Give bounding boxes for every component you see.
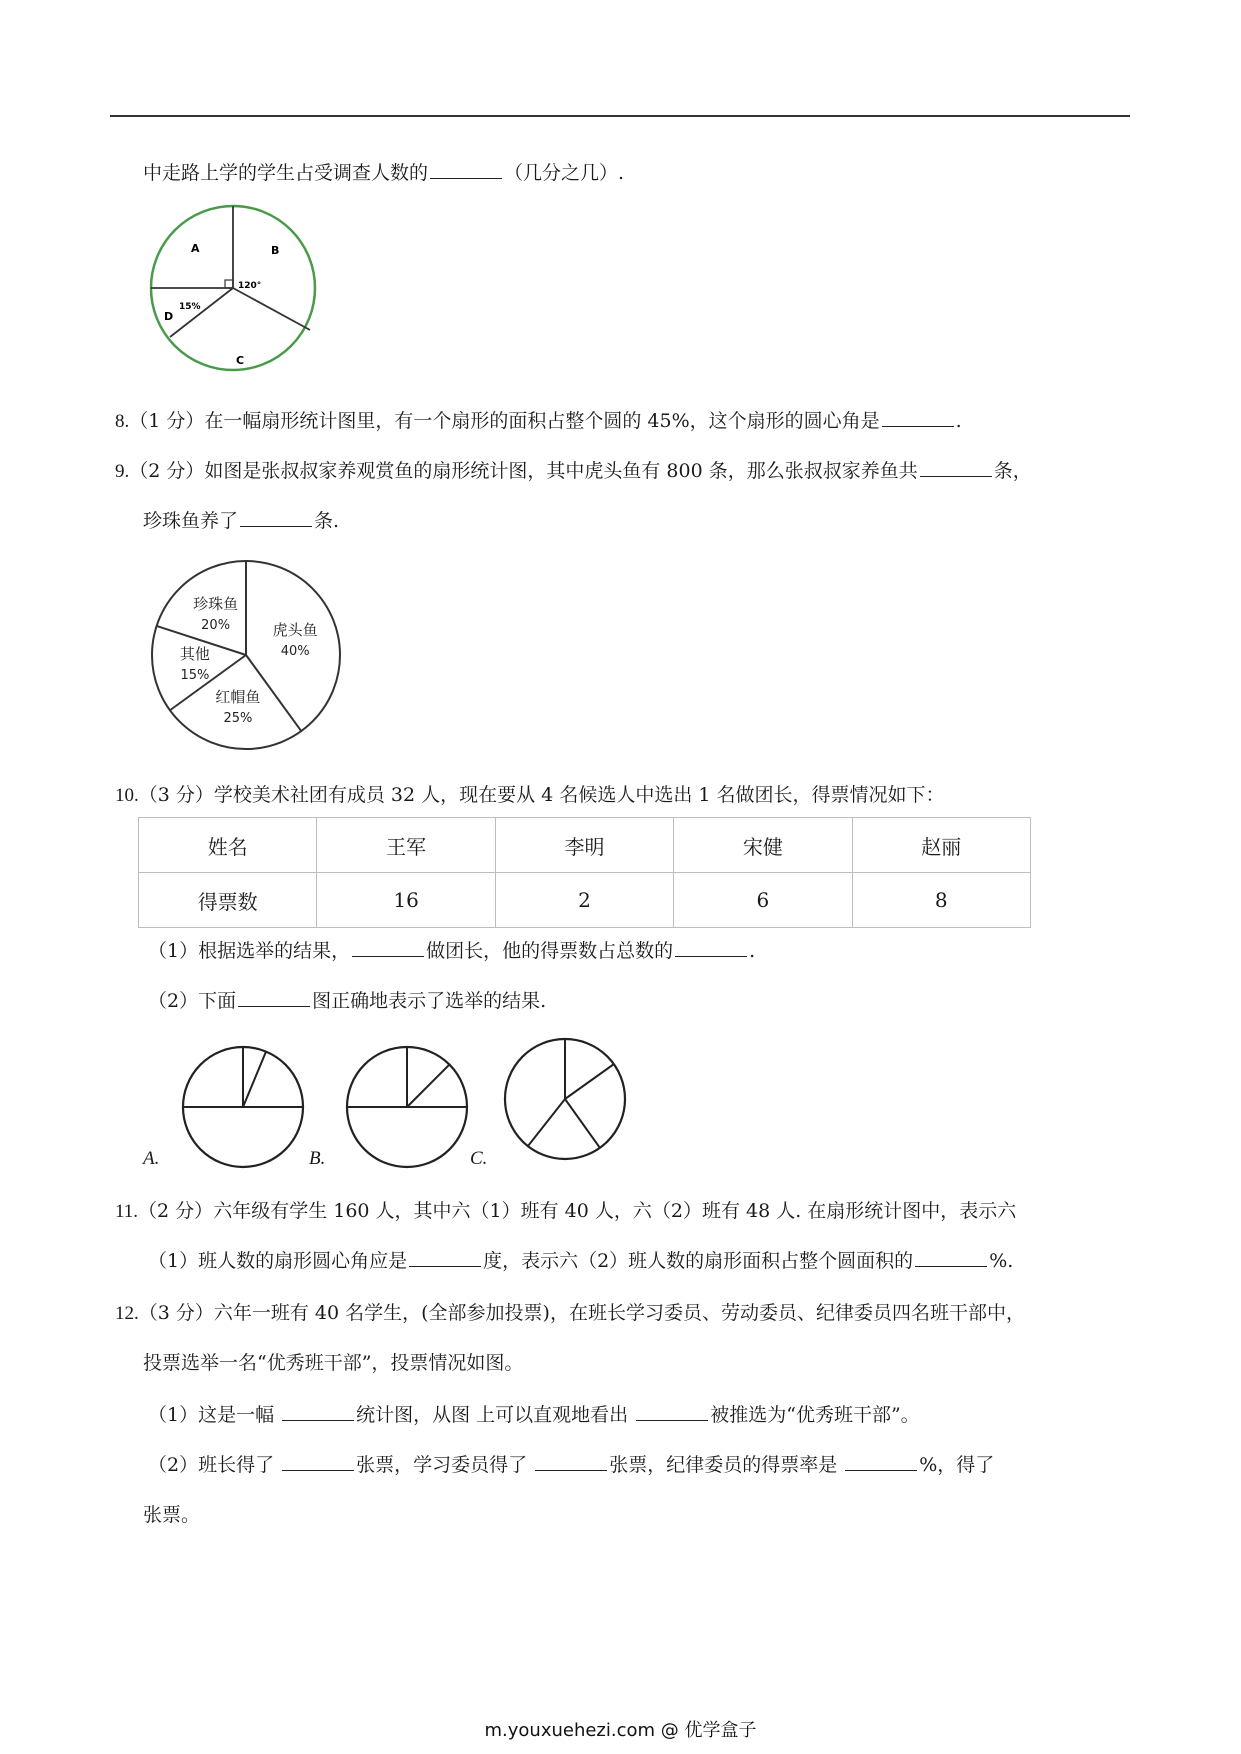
pie-slice-value: 15% bbox=[180, 668, 210, 684]
option-a-label[interactable]: A. bbox=[143, 1148, 160, 1169]
q9-text-2: 珍珠鱼养了 bbox=[143, 510, 239, 532]
q10-sub2-after: 图正确地表示了选举的结果. bbox=[312, 990, 547, 1012]
q8-score: （1 分） bbox=[129, 410, 205, 432]
votes-header-cell: 姓名 bbox=[139, 818, 317, 873]
q10-number: 10. bbox=[115, 785, 139, 806]
footer-watermark: m.youxuehezi.com @ 优学盒子 bbox=[484, 1720, 757, 1741]
pie-slice-label: 其他 bbox=[179, 645, 210, 664]
q12-sub2-text: （2）班长得了 bbox=[148, 1454, 281, 1476]
pie-slice-value: 25% bbox=[223, 711, 253, 727]
q12-line1 bbox=[115, 1300, 1025, 1327]
q10-answer-blank-fraction[interactable] bbox=[675, 938, 747, 957]
q11-score: （2 分） bbox=[138, 1200, 214, 1222]
votes-cell: 8 bbox=[852, 873, 1030, 928]
q12-answer-blank-rate[interactable] bbox=[845, 1452, 917, 1471]
q11-line1 bbox=[115, 1198, 1016, 1225]
q9-line1 bbox=[115, 458, 1032, 485]
q10-sub1-text: （1）根据选举的结果， bbox=[148, 940, 351, 962]
q7-label-d: D bbox=[164, 310, 174, 323]
q7-text-before: 中走路上学的学生占受调查人数的 bbox=[143, 162, 429, 184]
q12-text-1: 六年一班有 40 名学生，(全部参加投票)，在班长学习委员、劳动委员、纪律委员四名班干部中， bbox=[213, 1302, 1025, 1324]
fish-pie-chart bbox=[146, 555, 346, 755]
votes-cell: 2 bbox=[495, 873, 673, 928]
q11-answer-blank-degree[interactable] bbox=[409, 1248, 481, 1267]
q10-sub1 bbox=[148, 938, 755, 964]
q7-label-b: B bbox=[271, 244, 280, 257]
q10-answer-blank-chart[interactable] bbox=[238, 988, 310, 1007]
q7-radius-dc bbox=[170, 288, 233, 337]
votes-row-label: 得票数 bbox=[139, 873, 317, 928]
q11-line2 bbox=[148, 1248, 1013, 1274]
votes-header-cell: 赵丽 bbox=[852, 818, 1030, 873]
q9-answer-blank-pearl[interactable] bbox=[240, 508, 312, 527]
option-b-label[interactable]: B. bbox=[309, 1148, 326, 1169]
q12-sub2 bbox=[148, 1452, 994, 1478]
q9-text-2-after: 条. bbox=[314, 510, 340, 532]
q10-sub2 bbox=[148, 988, 546, 1014]
pie-slice-label: 虎头鱼 bbox=[272, 621, 318, 640]
votes-data-row bbox=[139, 873, 1031, 928]
option-b-pie bbox=[344, 1044, 470, 1170]
q12-sub1-after: 被推选为“优秀班干部”。 bbox=[710, 1404, 920, 1426]
q8-number: 8. bbox=[115, 411, 130, 432]
q7-answer-blank[interactable] bbox=[430, 160, 502, 179]
votes-header-cell: 王军 bbox=[317, 818, 495, 873]
q8-answer-blank[interactable] bbox=[882, 408, 954, 427]
q10-sub2-text: （2）下面 bbox=[148, 990, 237, 1012]
q7-label-c: C bbox=[236, 354, 245, 367]
votes-header-cell: 宋健 bbox=[674, 818, 852, 873]
q8-text-after: . bbox=[955, 410, 962, 432]
pie-slice-label: 红帽鱼 bbox=[215, 688, 261, 707]
pie-slice-value: 40% bbox=[280, 644, 310, 660]
q7-pie-chart bbox=[148, 192, 318, 384]
q12-line-last bbox=[143, 1502, 200, 1528]
q10-sub1-after: . bbox=[749, 940, 756, 962]
q12-sub1-mid: 统计图，从图 上可以直观地看出 bbox=[356, 1404, 635, 1426]
q9-answer-blank-total[interactable] bbox=[920, 458, 992, 477]
q11-text-2-after: %. bbox=[989, 1250, 1014, 1272]
q10-score: （3 分） bbox=[138, 784, 214, 806]
q11-text-1: 六年级有学生 160 人，其中六（1）班有 40 人，六（2）班有 48 人. 在扇形统计图中，表示六 bbox=[213, 1200, 1017, 1222]
q12-line2 bbox=[143, 1350, 523, 1376]
q9-line2 bbox=[143, 508, 339, 534]
q12-answer-blank-winner[interactable] bbox=[636, 1402, 708, 1421]
votes-table bbox=[138, 817, 1031, 928]
q10-text: 学校美术社团有成员 32 人，现在要从 4 名候选人中选出 1 名做团长，得票情况如下： bbox=[213, 784, 945, 806]
q7-right-angle-mark bbox=[225, 280, 233, 288]
q12-text-2: 投票选举一名“优秀班干部”，投票情况如图。 bbox=[143, 1352, 524, 1374]
pie-slice-value: 20% bbox=[201, 618, 231, 634]
q11-number: 11. bbox=[115, 1201, 139, 1222]
q12-text-last: 张票。 bbox=[143, 1504, 201, 1526]
q7-label-a: A bbox=[191, 242, 200, 255]
q12-sub1 bbox=[148, 1402, 920, 1428]
q8-line bbox=[115, 408, 962, 435]
q12-score: （3 分） bbox=[138, 1302, 214, 1324]
q7-tail-line bbox=[143, 160, 624, 186]
q12-number: 12. bbox=[115, 1303, 139, 1324]
votes-cell: 16 bbox=[317, 873, 495, 928]
q8-text: 在一幅扇形统计图里，有一个扇形的面积占整个圆的 45%，这个扇形的圆心角是 bbox=[204, 410, 880, 432]
q9-score: （2 分） bbox=[129, 460, 205, 482]
q12-sub1-text: （1）这是一幅 bbox=[148, 1404, 281, 1426]
option-c-label[interactable]: C. bbox=[470, 1148, 488, 1169]
q11-text-2: （1）班人数的扇形圆心角应是 bbox=[148, 1250, 408, 1272]
q12-answer-blank-monitor[interactable] bbox=[282, 1452, 354, 1471]
q10-line bbox=[115, 782, 944, 809]
q7-text-after: （几分之几）. bbox=[504, 162, 625, 184]
q11-answer-blank-percent[interactable] bbox=[915, 1248, 987, 1267]
votes-header-row bbox=[139, 818, 1031, 873]
q9-text-1-after: 条， bbox=[993, 460, 1032, 482]
q12-answer-blank-study[interactable] bbox=[535, 1452, 607, 1471]
option-c-pie bbox=[502, 1036, 628, 1162]
votes-header-cell: 李明 bbox=[495, 818, 673, 873]
q7-radius-bc bbox=[233, 288, 310, 330]
q10-sub1-mid: 做团长，他的得票数占总数的 bbox=[426, 940, 674, 962]
q7-angle-label: 120° bbox=[238, 281, 262, 291]
q12-sub2-after: %，得了 bbox=[919, 1454, 995, 1476]
option-a-pie bbox=[180, 1044, 306, 1170]
pie-slice-label: 珍珠鱼 bbox=[193, 595, 239, 614]
q12-answer-blank-type[interactable] bbox=[282, 1402, 354, 1421]
q7-percent-label: 15% bbox=[179, 302, 201, 312]
header-rule bbox=[110, 115, 1130, 117]
q11-text-2-mid: 度，表示六（2）班人数的扇形面积占整个圆面积的 bbox=[483, 1250, 914, 1272]
q12-sub2-mid1: 张票，学习委员得了 bbox=[356, 1454, 534, 1476]
votes-cell: 6 bbox=[674, 873, 852, 928]
q9-number: 9. bbox=[115, 461, 130, 482]
q10-answer-blank-winner[interactable] bbox=[352, 938, 424, 957]
q12-sub2-mid2: 张票，纪律委员的得票率是 bbox=[609, 1454, 844, 1476]
q9-text-1: 如图是张叔叔家养观赏鱼的扇形统计图，其中虎头鱼有 800 条，那么张叔叔家养鱼共 bbox=[204, 460, 918, 482]
